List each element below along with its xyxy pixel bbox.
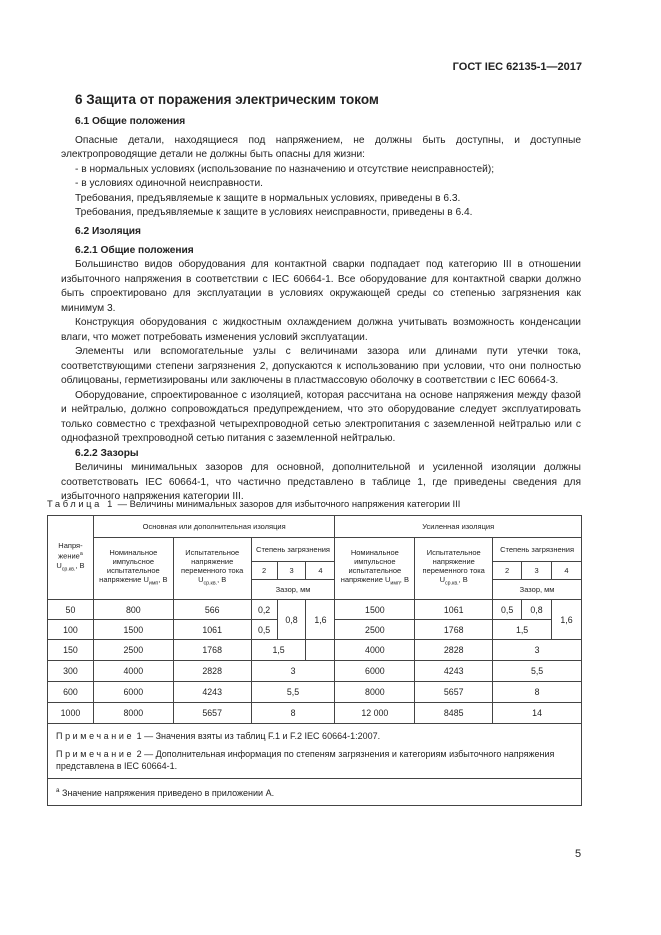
clearance-unit-header: Зазор, мм xyxy=(493,580,582,600)
heading-6-2-2: 6.2.2 Зазоры xyxy=(75,447,139,459)
section-6-1 xyxy=(61,115,581,221)
pollution-degree-header: Степень загрязнения xyxy=(251,538,335,562)
table-header-row xyxy=(48,516,582,538)
nominal-voltage-header: Номинальное импульсное испытательное напряжение $U_{имп}$, В xyxy=(335,538,415,600)
paragraph: Требования, предъявляемые к защите в нормальных условиях, приведены в 6.3. xyxy=(75,192,461,204)
degree-cell: 4 xyxy=(306,562,335,580)
paragraph: Элементы или вспомогательные узлы с величинами зазора или длинами пути утечки тока, соответствующими степени загрязнения 2, допускаются к использованию при условии, что они полностью облицованы, герметизированы или заключены в пластмассовую оболочку в соответствии с IEC 60664-3. xyxy=(61,346,581,386)
clearance-unit-header: Зазор, мм xyxy=(251,580,335,600)
degree-cell: 3 xyxy=(522,562,552,580)
note-1: Примечание 1 — Значения взяты из таблиц F.1 и F.2 IEC 60664-1:2007. xyxy=(56,731,381,741)
test-voltage-header: Испытательное напряжение переменного тока $U_{ср.кв.}$, В xyxy=(173,538,251,600)
test-voltage-header: Испытательное напряжение переменного тока $U_{ср.кв.}$, В xyxy=(415,538,493,600)
degree-cell: 3 xyxy=(277,562,306,580)
heading-6-2-1: 6.2.1 Общие положения xyxy=(75,244,194,256)
clearance-table xyxy=(47,515,582,806)
table-row: 1000 8000 5657 8 12 000 8485 14 xyxy=(48,703,582,724)
paragraph: Опасные детали, находящиеся под напряжением, не должны быть доступны, и доступные электропроводящие детали не должны быть опасны для жизни: xyxy=(61,134,581,160)
table-row: 100 1500 1061 0,5 2500 1768 1,5 xyxy=(48,620,582,640)
table-footnote: $^a$ Значение напряжения приведено в приложении А. xyxy=(48,779,582,806)
pollution-degree-header: Степень загрязнения xyxy=(493,538,582,562)
list-item: - в нормальных условиях (использование по назначению и отсутствие неисправностей); xyxy=(75,163,495,175)
paragraph: Оборудование, спроектированное с изоляцией, которая рассчитана на основе напряжения между фазой и нейтралью, должно сопровождаться предупреждением, что это оборудование следует эксплуатировать только совместно с трехфазной четырехпроводной сетью электропитания с заземленной нейтралью или с однофазной трехпроводной сетью питания с заземленной нейтралью. xyxy=(61,389,581,444)
page-number: 5 xyxy=(575,848,582,860)
list-item: - в условиях одиночной неисправности. xyxy=(75,178,263,189)
voltage-header: Напря-жение$^a$ $U_{ср.кв.}$, В xyxy=(48,516,94,600)
table-notes xyxy=(48,724,582,779)
heading-6-2: 6.2 Изоляция xyxy=(75,226,141,237)
nominal-voltage-header: Номинальное импульсное испытательное напряжение $U_{имп}$, В xyxy=(93,538,173,600)
degree-cell: 2 xyxy=(251,562,277,580)
paragraph: Большинство видов оборудования для контактной сварки подпадает под категорию III в отношении избыточного напряжения в соответствии с IEC 60664-1. Все оборудование для контактной сварки должно быть спроектировано для эксплуатации в условиях окружающей среды со степенью загрязнения как минимум 3. xyxy=(61,259,581,314)
table-row: 300 4000 2828 3 6000 4243 5,5 xyxy=(48,661,582,682)
degree-cell: 4 xyxy=(551,562,581,580)
basic-insulation-header: Основная или дополнительная изоляция xyxy=(93,516,335,538)
table-row: 150 2500 1768 1,5 4000 2828 3 xyxy=(48,640,582,661)
section-title: 6 Защита от поражения электрическим током xyxy=(75,92,379,107)
degree-cell: 2 xyxy=(493,562,522,580)
table-caption: Таблица 1 — Величины минимальных зазоров для избыточного напряжения категории III xyxy=(47,498,461,509)
paragraph: Требования, предъявляемые к защите в условиях неисправности, приведены в 6.4. xyxy=(75,207,473,218)
document-header: ГОСТ IEC 62135-1—2017 xyxy=(452,61,582,73)
heading-6-1: 6.1 Общие положения xyxy=(75,116,186,127)
section-6-2 xyxy=(61,225,581,505)
table-row: 600 6000 4243 5,5 8000 5657 8 xyxy=(48,682,582,703)
reinforced-insulation-header: Усиленная изоляция xyxy=(335,516,582,538)
paragraph: Величины минимальных зазоров для основной, дополнительной и усиленной изоляции должны соответствовать IEC 60664-1, что частично представлено в таблице 1, где приведены сведения для избыточного напряжения категории III. xyxy=(61,462,581,502)
table-row: 50 800 566 0,2 0,8 1,6 1500 1061 0,5 0,8 1,6 xyxy=(48,600,582,620)
note-2: Примечание 2 — Дополнительная информация по степеням загрязнения и категориям избыточного напряжения представлена в IEC 60664-1. xyxy=(56,749,555,771)
paragraph: Конструкция оборудования с жидкостным охлаждением должна учитывать возможность конденсации влаги, что может потребовать изменения условий эксплуатации. xyxy=(61,317,581,343)
